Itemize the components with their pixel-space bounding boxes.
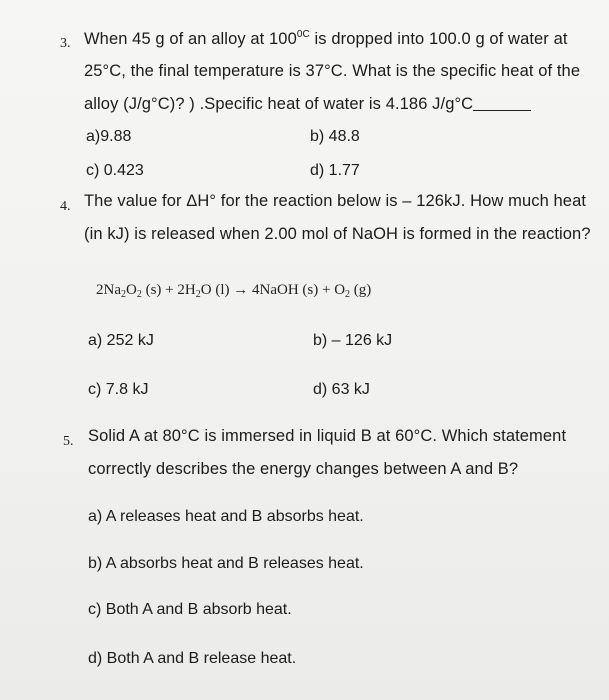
question-number: 5. [63,434,74,449]
question-number: 3. [60,36,71,51]
question-text-line: 25°C, the final temperature is 37°C. What is the specific heat of the [84,62,581,80]
reaction-arrow: → [229,282,252,298]
option-c: c) Both A and B absorb heat. [88,601,292,618]
option-d: d) Both A and B release heat. [88,650,297,667]
option-b: b) – 126 kJ [313,332,393,349]
question-number: 4. [60,199,71,214]
question-text-line: correctly describes the energy changes between A and B? [88,460,519,478]
answer-blank [473,96,531,111]
question-text-line: alloy (J/g°C)? ) .Specific heat of water is 4.186 J/g°C [84,95,531,114]
option-b: b) A absorbs heat and B releases heat. [88,555,364,572]
option-a: a) A releases heat and B absorbs heat. [88,508,364,525]
option-c: c) 7.8 kJ [88,381,149,398]
question-text-line: Solid A at 80°C is immersed in liquid B at 60°C. Which statement [88,427,567,445]
question-text-line: (in kJ) is released when 2.00 mol of NaOH is formed in the reaction? [84,225,591,243]
option-b: b) 48.8 [310,128,360,145]
option-d: d) 1.77 [310,162,360,179]
option-a: a) 252 kJ [88,332,154,349]
question-text-line: When 45 g of an alloy at $100^{0C}$ is dropped into 100.0 g of water at [84,29,568,48]
option-c: c) 0.423 [86,162,144,179]
option-d: d) 63 kJ [313,381,370,398]
reaction-equation: $2Na_2O_2$ $(s) + 2H_2O$ (l) → 4NaOH $(s) + O_2$ (g) [96,282,372,300]
option-a: a)9.88 [86,128,132,145]
question-text-line: The value for ΔH° for the reaction below is – 126kJ. How much heat [84,192,587,210]
